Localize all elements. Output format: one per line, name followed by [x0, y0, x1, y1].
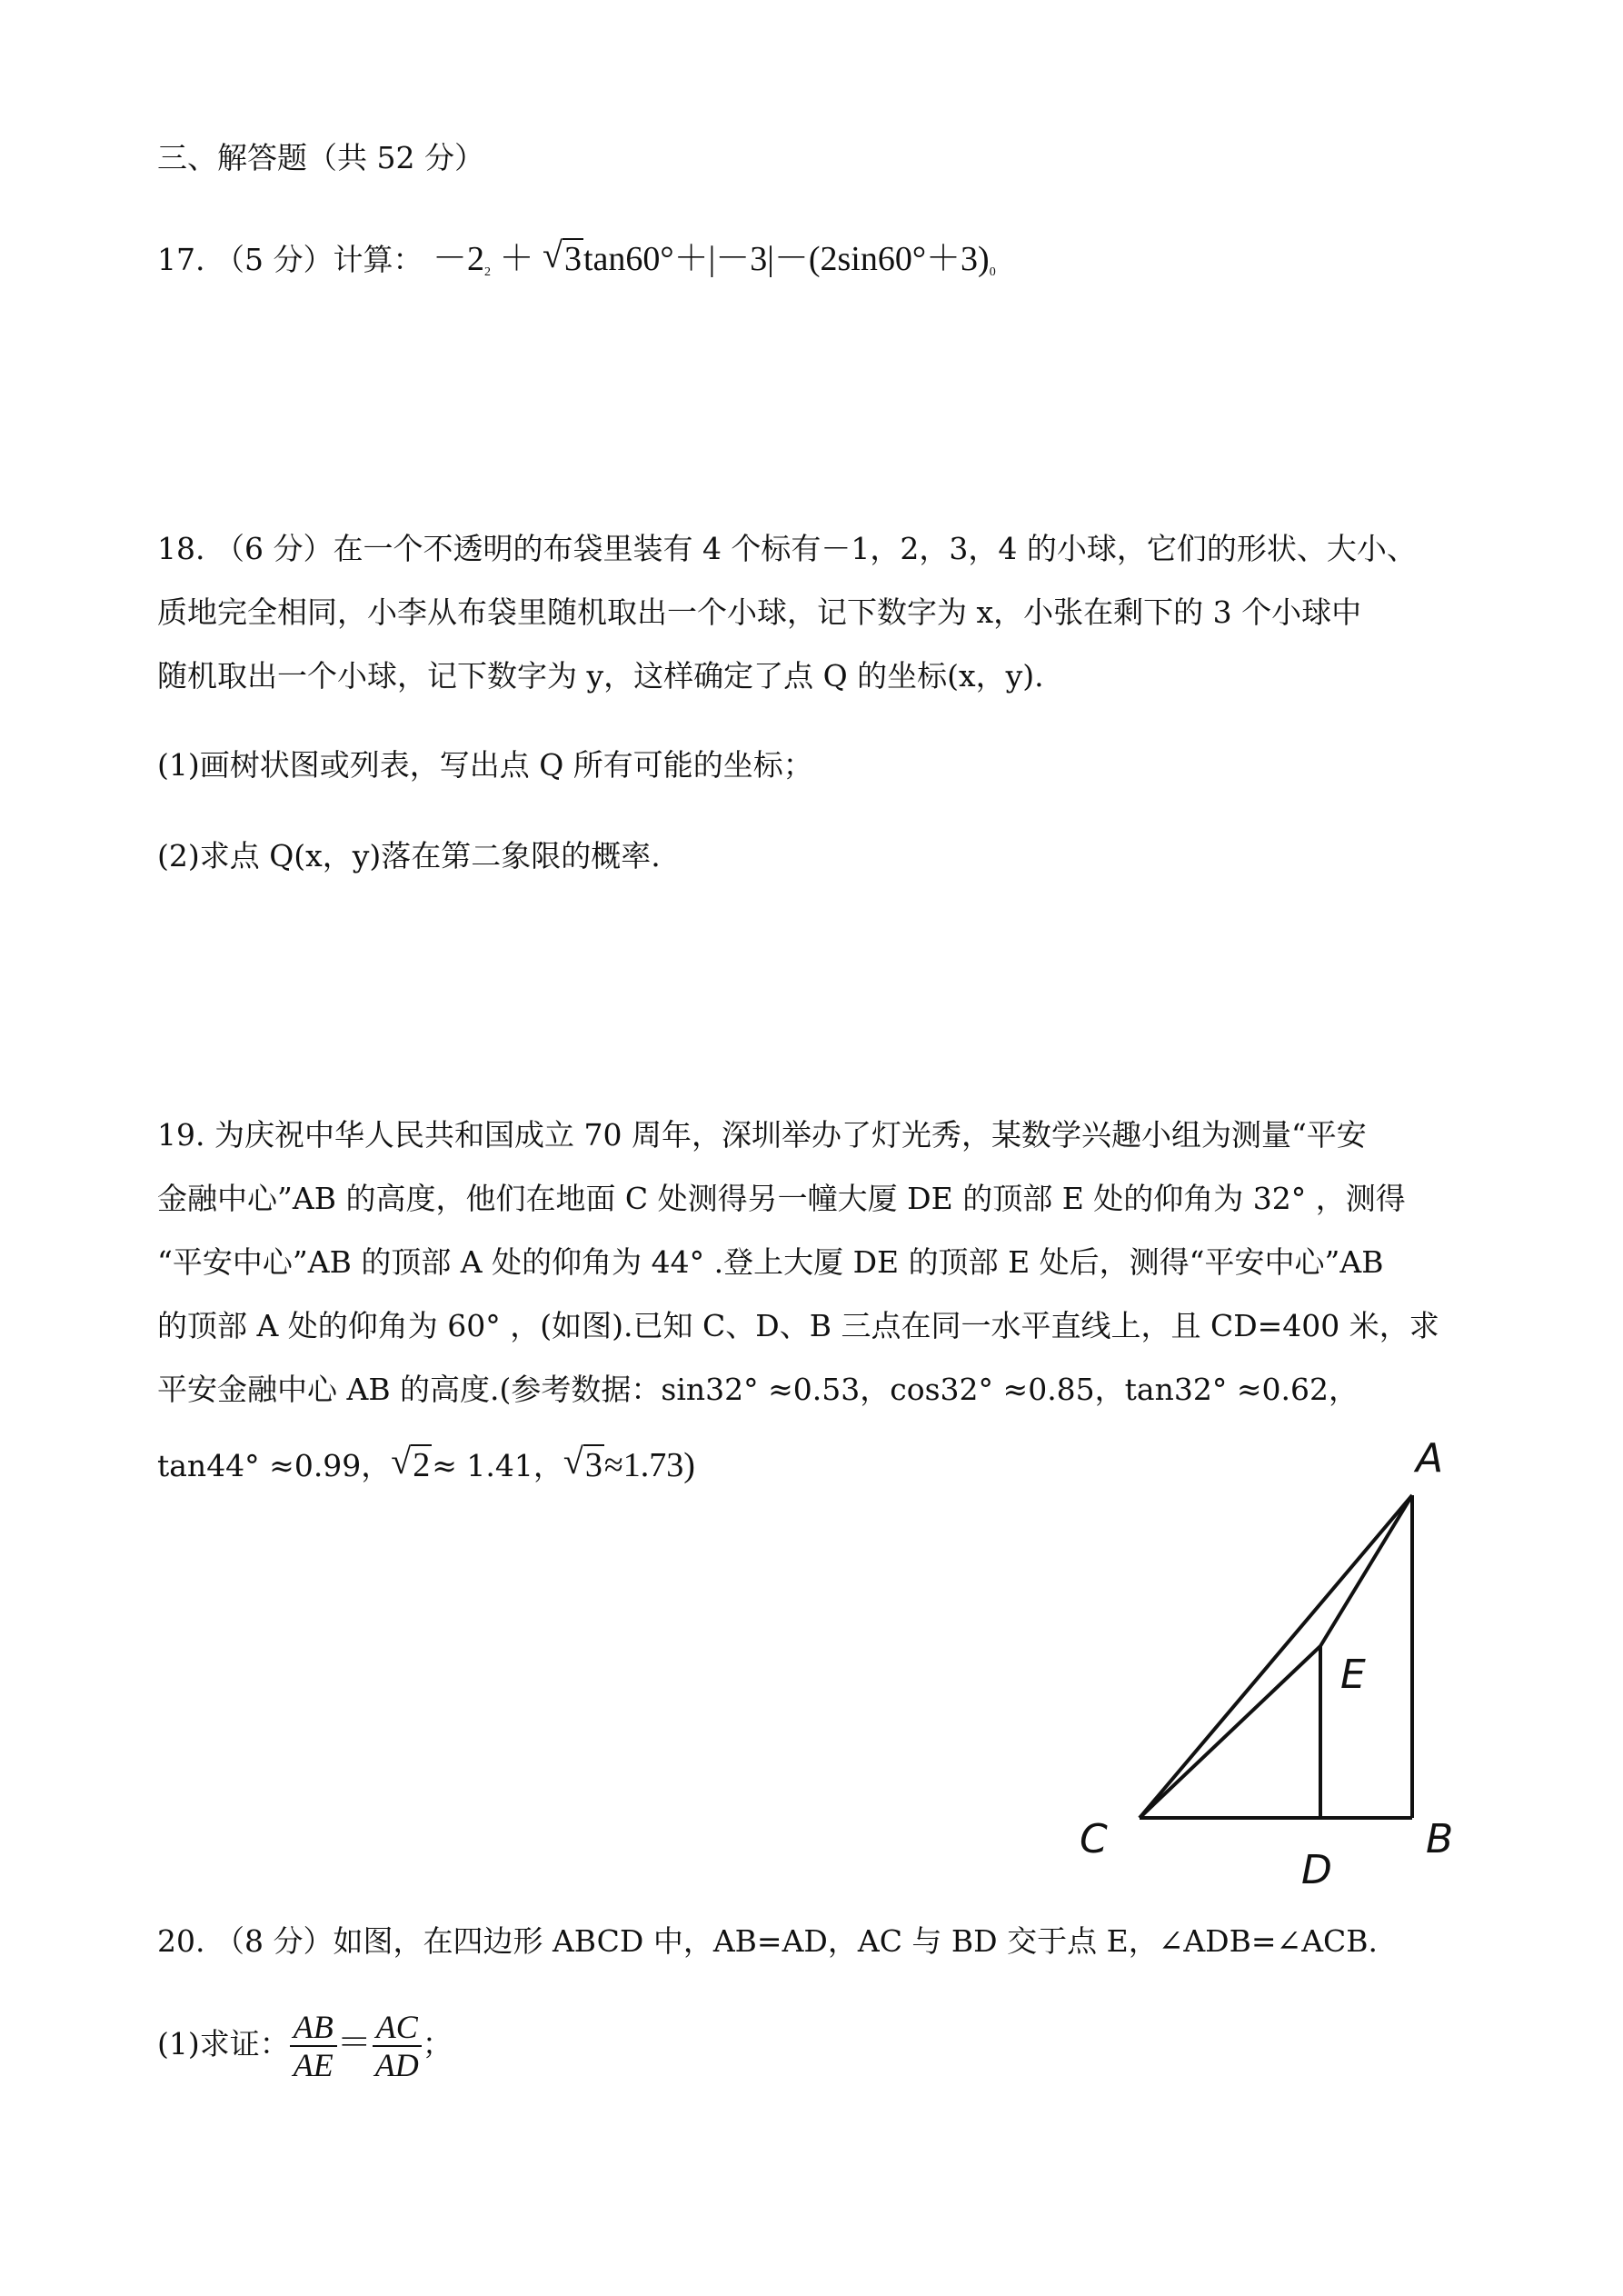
section-title: 三、解答题（共 52 分） [157, 140, 484, 175]
q17-abs-value: －3 [715, 240, 768, 278]
q17-term-1-sub: 2 [483, 265, 491, 279]
q20-part1-prefix: (1)求证： [157, 2026, 290, 2061]
frac1-numerator: AB [290, 2009, 337, 2047]
q19-sqrt2-value: ≈ 1.41， [432, 1448, 563, 1483]
question-17 [157, 239, 996, 293]
q19-line-2: 金融中心”AB 的高度，他们在地面 C 处测得另一幢大厦 DE 的顶部 E 处的仰角为 32° ，测得 [157, 1181, 1406, 1216]
label-c: C [1080, 1816, 1108, 1862]
q18-line-3: 随机取出一个小球，记下数字为 y，这样确定了点 Q 的坐标(x，y). [157, 658, 1044, 694]
q17-power-term: －(2sin60°＋3) [773, 240, 990, 278]
q20-part-1 [157, 2002, 453, 2085]
q19-line-4: 的顶部 A 处的仰角为 60° ，(如图).已知 C、D、B 三点在同一水平直线上，且 CD=400 米，求 [157, 1308, 1439, 1343]
q20-part1-suffix: ； [422, 2026, 453, 2061]
q17-prefix: 17. （5 分）计算： [157, 242, 423, 277]
fraction-ac-over-ad [372, 2009, 423, 2083]
frac2-denominator: AD [374, 2047, 419, 2083]
segment-ea [1320, 1495, 1412, 1646]
q19-sqrt3-value: ≈1.73) [603, 1446, 695, 1484]
q19-sqrt-3 [563, 1445, 604, 1485]
frac1-denominator: AE [293, 2047, 334, 2083]
q17-sqrt-radicand: 3 [564, 240, 582, 278]
q19-line-1: 19. 为庆祝中华人民共和国成立 70 周年，深圳举办了灯光秀，某数学兴趣小组为测量“平安 [157, 1117, 1367, 1153]
q19-sqrt-2 [391, 1445, 432, 1485]
fraction-ab-over-ae [290, 2009, 337, 2083]
q17-sqrt [543, 239, 583, 279]
label-b: B [1426, 1816, 1454, 1862]
q18-line-2: 质地完全相同，小李从布袋里随机取出一个小球，记下数字为 x，小张在剩下的 3 个小球中 [157, 594, 1362, 630]
q17-expression [433, 240, 996, 278]
q19-figure [1063, 1432, 1481, 1904]
q18-part-1: (1)画树状图或列表，写出点 Q 所有可能的坐标； [157, 747, 813, 783]
q17-abs-close: | [767, 240, 774, 278]
label-a: A [1416, 1435, 1444, 1482]
q19-tan44-text: tan44° ≈0.99， [157, 1448, 392, 1483]
segment-ce [1140, 1646, 1320, 1818]
q19-sqrt-2-radicand: 2 [413, 1446, 431, 1484]
q17-abs-open: | [708, 240, 716, 278]
q17-power-sub: 0 [989, 265, 996, 279]
q19-line-5: 平安金融中心 AB 的高度.(参考数据：sin32° ≈0.53，cos32° ≈0.85，tan32° ≈0.62， [157, 1372, 1359, 1407]
q17-tan-term: tan60°＋ [583, 240, 709, 278]
label-d: D [1301, 1847, 1332, 1893]
q19-line-6 [157, 1445, 695, 1486]
equals-sign: ＝ [336, 2024, 372, 2062]
frac2-numerator: AC [373, 2009, 422, 2047]
q17-term-1: －2 [432, 240, 484, 278]
q18-part-2: (2)求点 Q(x，y)落在第二象限的概率. [157, 838, 661, 873]
q19-sqrt-3-radicand: 3 [584, 1446, 602, 1484]
label-e: E [1340, 1652, 1366, 1698]
segment-ca [1140, 1495, 1412, 1818]
q18-line-1: 18. （6 分）在一个不透明的布袋里装有 4 个标有－1，2，3，4 的小球，它们的形状、大小、 [157, 531, 1417, 566]
q17-plus: ＋ [499, 240, 534, 278]
q19-line-3: “平安中心”AB 的顶部 A 处的仰角为 44° .登上大厦 DE 的顶部 E 处后，测得“平安中心”AB [157, 1244, 1384, 1280]
q20-line-1: 20. （8 分）如图，在四边形 ABCD 中，AB=AD，AC 与 BD 交于点 E，∠ADB=∠ACB. [157, 1923, 1379, 1959]
